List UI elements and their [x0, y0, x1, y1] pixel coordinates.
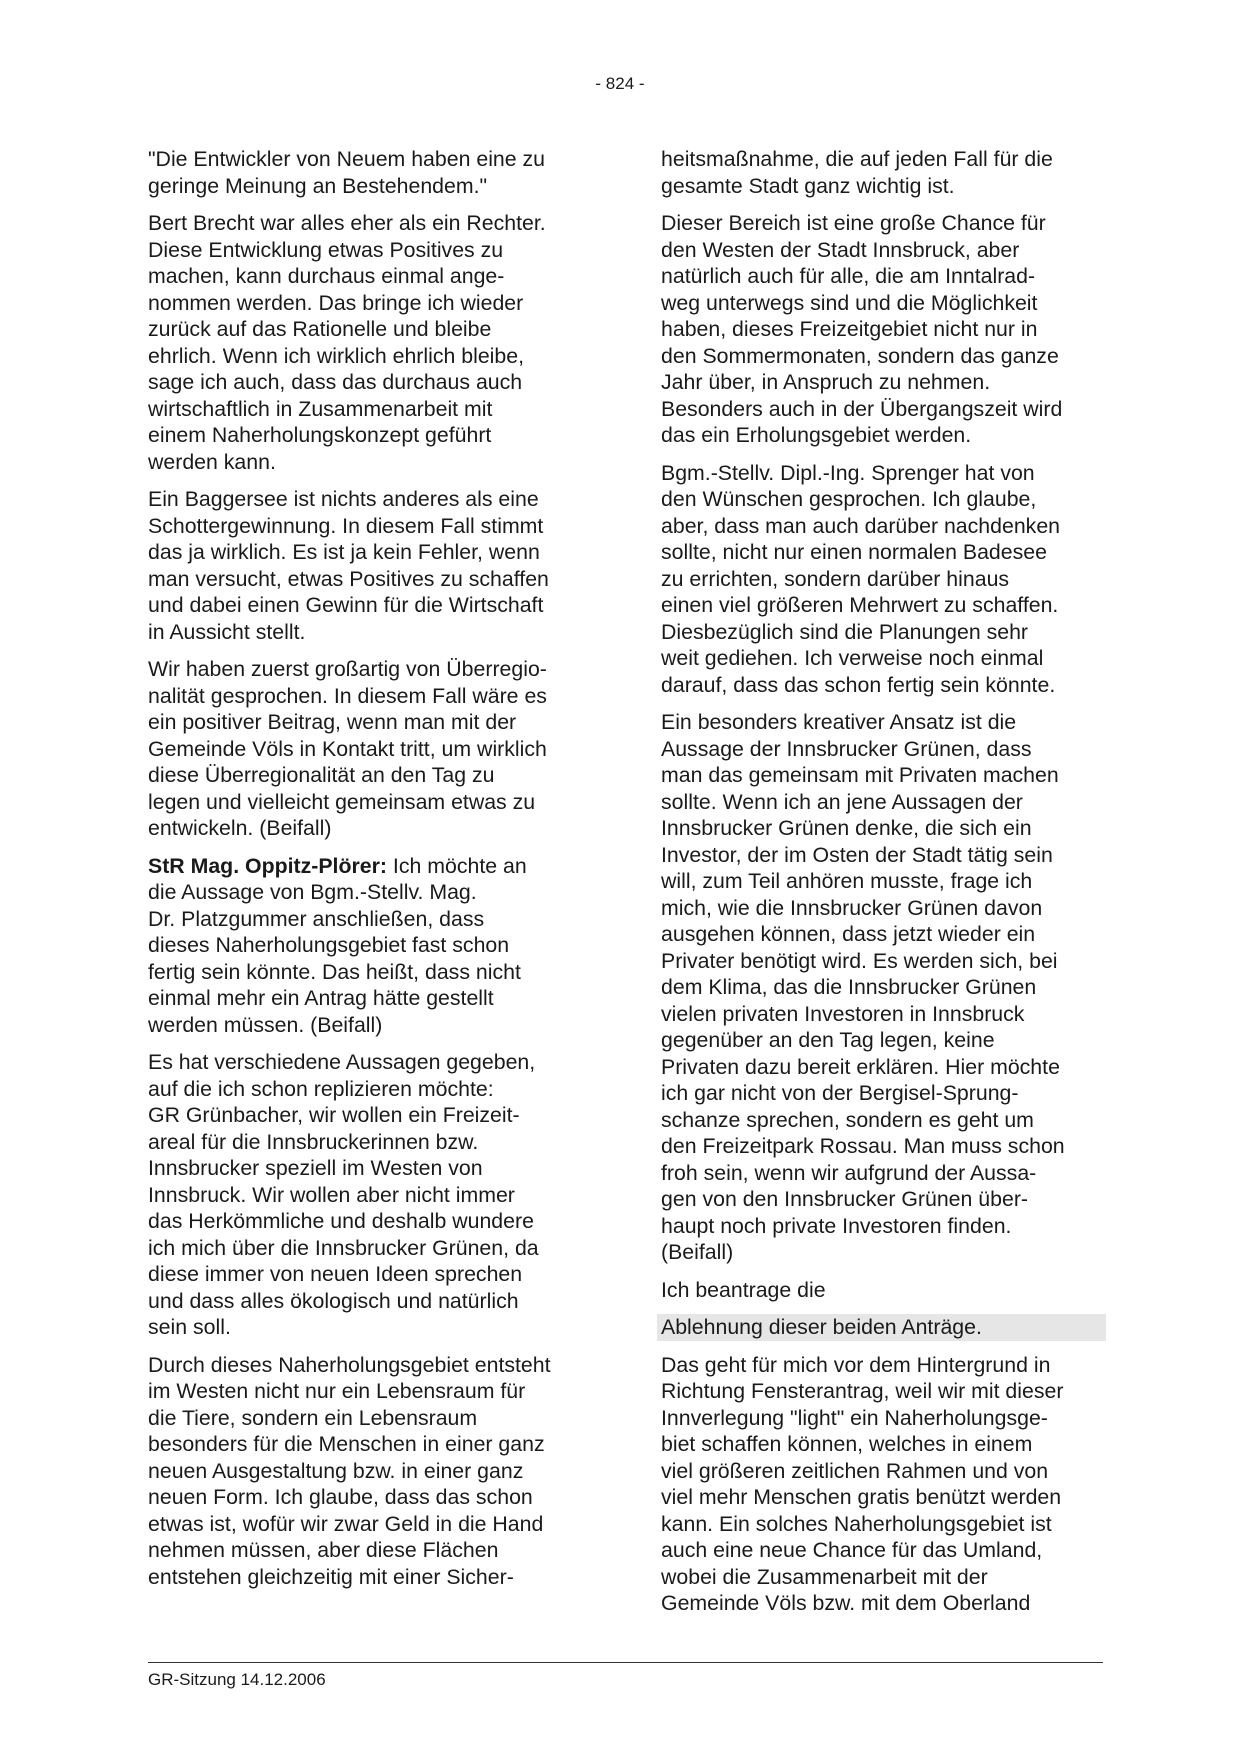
- text-line: GR Grünbacher, wir wollen ein Freizeit-: [148, 1103, 520, 1127]
- text-line: Diesbezüglich sind die Planungen sehr: [661, 619, 1029, 644]
- text-line: machen, kann durchaus einmal ange-: [148, 264, 505, 288]
- left-text-column: [148, 146, 588, 1601]
- text-line: Wir haben zuerst großartig von Überregio-: [148, 657, 547, 681]
- text-line: Schottergewinnung. In diesem Fall stimmt: [148, 513, 544, 538]
- text-line: schanze sprechen, sondern es geht um: [661, 1107, 1034, 1132]
- text-line: fertig sein könnte. Das heißt, dass nicht: [148, 959, 521, 984]
- text-line: ich gar nicht von der Bergisel-Sprung-: [661, 1081, 1019, 1105]
- text-line: das Herkömmliche und deshalb wundere: [148, 1209, 534, 1233]
- text-line: Diese Entwicklung etwas Positives zu: [148, 237, 504, 262]
- paragraph: [661, 146, 1101, 199]
- text-line: den Freizeitpark Rossau. Man muss schon: [661, 1134, 1065, 1158]
- text-line: aber, dass man auch darüber nachdenken: [661, 513, 1061, 538]
- text-line: diese Überregionalität an den Tag zu: [148, 763, 495, 787]
- text-line: biet schaffen können, welches in einem: [661, 1432, 1033, 1456]
- text-line: einen viel größeren Mehrwert zu schaffen.: [661, 593, 1059, 617]
- text-line: Innsbrucker speziell im Westen von: [148, 1156, 483, 1180]
- text-line: Bgm.-Stellv. Dipl.-Ing. Sprenger hat von: [661, 460, 1035, 485]
- text-line: den Sommermonaten, sondern das ganze: [661, 343, 1059, 368]
- text-line: neuen Form. Ich glaube, dass das schon: [148, 1485, 533, 1509]
- text-line: ehrlich. Wenn ich wirklich ehrlich bleibe,: [148, 343, 525, 368]
- paragraph: [148, 486, 588, 645]
- page-number: - 824 -: [595, 74, 645, 93]
- footer-divider: [148, 1662, 1103, 1663]
- text-line: dem Klima, das die Innsbrucker Grünen: [661, 975, 1037, 999]
- paragraph: [661, 1277, 1101, 1304]
- paragraph: [148, 1049, 588, 1341]
- text-line: kann. Ein solches Naherholungsgebiet ist: [661, 1511, 1052, 1536]
- text-line: neuen Ausgestaltung bzw. in einer ganz: [148, 1458, 524, 1483]
- text-line: weit gediehen. Ich verweise noch einmal: [661, 646, 1044, 670]
- text-line: das ein Erholungsgebiet werden.: [661, 423, 972, 447]
- text-line: werden kann.: [148, 449, 276, 474]
- text-line: gegenüber an den Tag legen, keine: [661, 1028, 995, 1052]
- right-text-column: [661, 146, 1101, 1628]
- text-line: Richtung Fensterantrag, weil wir mit dieser: [661, 1379, 1064, 1403]
- text-line: viel mehr Menschen gratis benützt werden: [661, 1485, 1062, 1509]
- text-line: und dabei einen Gewinn für die Wirtschaft: [148, 593, 544, 617]
- text-line: viel größeren zeitlichen Rahmen und von: [661, 1458, 1049, 1483]
- text-line: die Tiere, sondern ein Lebensraum: [148, 1405, 478, 1430]
- text-line: den Westen der Stadt Innsbruck, aber: [661, 237, 1020, 262]
- text-line: Gemeinde Völs bzw. mit dem Oberland: [661, 1591, 1031, 1615]
- paragraph: [148, 1352, 588, 1591]
- text-line: Privater benötigt wird. Es werden sich, bei: [661, 948, 1058, 973]
- text-line: wirtschaftlich in Zusammenarbeit mit: [148, 396, 493, 421]
- text-line: (Beifall): [661, 1240, 734, 1264]
- text-line: auf die ich schon replizieren möchte:: [148, 1076, 494, 1101]
- text-line: Innsbruck. Wir wollen aber nicht immer: [148, 1182, 515, 1207]
- text-line: nalität gesprochen. In diesem Fall wäre es: [148, 683, 547, 708]
- text-line: den Wünschen gesprochen. Ich glaube,: [661, 487, 1037, 511]
- text-line: sage ich auch, dass das durchaus auch: [148, 370, 523, 394]
- text-line: mich, wie die Innsbrucker Grünen davon: [661, 895, 1043, 920]
- text-line: Gemeinde Völs in Kontakt tritt, um wirklich: [148, 736, 547, 761]
- text-line: haben, dieses Freizeitgebiet nicht nur in: [661, 317, 1038, 341]
- text-line: Investor, der im Osten der Stadt tätig sein: [661, 842, 1053, 867]
- text-line: Ein besonders kreativer Ansatz ist die: [661, 710, 1017, 734]
- text-line: heitsmaßnahme, die auf jeden Fall für die: [661, 147, 1053, 171]
- text-line: Durch dieses Naherholungsgebiet entsteht: [148, 1352, 551, 1377]
- paragraph: [661, 210, 1101, 449]
- paragraph: [148, 853, 588, 1039]
- text-line: und dass alles ökologisch und natürlich: [148, 1288, 519, 1313]
- text-line: ein positiver Beitrag, wenn man mit der: [148, 710, 517, 734]
- text-line: etwas ist, wofür wir zwar Geld in die Hand: [148, 1511, 544, 1536]
- text-line: Bert Brecht war alles eher als ein Rechter.: [148, 211, 546, 235]
- paragraph: [661, 709, 1101, 1266]
- text-line: ausgehen können, dass jetzt wieder ein: [661, 922, 1036, 946]
- text-line: diese immer von neuen Ideen sprechen: [148, 1262, 523, 1286]
- text-line: einmal mehr ein Antrag hätte gestellt: [148, 986, 494, 1010]
- speaker-statement-start: Ich möchte an: [387, 853, 527, 878]
- text-line: das ja wirklich. Es ist ja kein Fehler, wenn: [148, 540, 540, 564]
- text-line: zurück auf das Rationelle und bleibe: [148, 317, 492, 341]
- speaker-line: [148, 853, 588, 880]
- text-line: einem Naherholungskonzept geführt: [148, 423, 492, 447]
- text-line: im Westen nicht nur ein Lebensraum für: [148, 1379, 526, 1403]
- text-line: man versucht, etwas Positives zu schaffen: [148, 566, 549, 591]
- text-line: entwickeln. (Beifall): [148, 816, 332, 840]
- text-line: gen von den Innsbrucker Grünen über-: [661, 1187, 1029, 1211]
- text-line: werden müssen. (Beifall): [148, 1012, 383, 1037]
- text-line: Besonders auch in der Übergangszeit wird: [661, 396, 1063, 421]
- text-line: geringe Meinung an Bestehendem.": [148, 173, 488, 198]
- text-line: in Aussicht stellt.: [148, 619, 306, 644]
- text-line: gesamte Stadt ganz wichtig ist.: [661, 173, 955, 198]
- speaker-name: StR Mag. Oppitz-Plörer:: [148, 853, 387, 878]
- text-line: weg unterwegs sind und die Möglichkeit: [661, 290, 1038, 315]
- text-line: Jahr über, in Anspruch zu nehmen.: [661, 370, 991, 394]
- text-line: Innsbrucker Grünen denke, die sich ein: [661, 816, 1032, 840]
- text-line: legen und vielleicht gemeinsam etwas zu: [148, 789, 536, 814]
- motion-highlight: Ablehnung dieser beiden Anträge.: [657, 1314, 1106, 1341]
- text-line: sein soll.: [148, 1315, 231, 1339]
- paragraph: [661, 460, 1101, 699]
- text-line: sollte. Wenn ich an jene Aussagen der: [661, 789, 1023, 814]
- text-line: Aussage der Innsbrucker Grünen, dass: [661, 736, 1032, 761]
- text-line: will, zum Teil anhören musste, frage ich: [661, 869, 1033, 893]
- paragraph: [661, 1314, 1101, 1341]
- text-line: natürlich auch für alle, die am Inntalrad-: [661, 264, 1036, 288]
- text-line: entstehen gleichzeitig mit einer Sicher-: [148, 1564, 514, 1589]
- text-line: zu errichten, sondern darüber hinaus: [661, 566, 1010, 591]
- text-line: Dr. Platzgummer anschließen, dass: [148, 906, 485, 931]
- text-line: nommen werden. Das bringe ich wieder: [148, 290, 524, 315]
- paragraph: [148, 146, 588, 199]
- text-line: Ein Baggersee ist nichts anderes als eine: [148, 487, 539, 511]
- text-line: Privaten dazu bereit erklären. Hier möchte: [661, 1054, 1060, 1079]
- paragraph: [148, 210, 588, 475]
- text-line: vielen privaten Investoren in Innsbruck: [661, 1001, 1025, 1026]
- footer-session-date: GR-Sitzung 14.12.2006: [148, 1670, 326, 1689]
- text-line: "Die Entwickler von Neuem haben eine zu: [148, 147, 546, 171]
- text-line: dieses Naherholungsgebiet fast schon: [148, 933, 510, 957]
- text-line: sollte, nicht nur einen normalen Badesee: [661, 540, 1047, 564]
- text-line: Dieser Bereich ist eine große Chance für: [661, 211, 1046, 235]
- text-line: Das geht für mich vor dem Hintergrund in: [661, 1352, 1051, 1377]
- text-line: Es hat verschiedene Aussagen gegeben,: [148, 1050, 536, 1074]
- text-line: nehmen müssen, aber diese Flächen: [148, 1538, 499, 1562]
- text-line: man das gemeinsam mit Privaten machen: [661, 763, 1059, 787]
- text-line: areal für die Innsbruckerinnen bzw.: [148, 1129, 479, 1154]
- text-line: ich mich über die Innsbrucker Grünen, da: [148, 1235, 539, 1260]
- paragraph: [148, 656, 588, 842]
- text-line: haupt noch private Investoren finden.: [661, 1213, 1012, 1238]
- text-line: Innverlegung "light" ein Naherholungsge-: [661, 1405, 1048, 1430]
- text-line: die Aussage von Bgm.-Stellv. Mag.: [148, 880, 477, 904]
- text-line: darauf, dass das schon fertig sein könnte.: [661, 672, 1056, 697]
- text-line: froh sein, wenn wir aufgrund der Aussa-: [661, 1160, 1037, 1185]
- paragraph: [661, 1352, 1101, 1617]
- text-line: Ich beantrage die: [661, 1277, 826, 1302]
- text-line: wobei die Zusammenarbeit mit der: [661, 1564, 988, 1589]
- text-line: auch eine neue Chance für das Umland,: [661, 1538, 1043, 1562]
- text-line: besonders für die Menschen in einer ganz: [148, 1432, 545, 1456]
